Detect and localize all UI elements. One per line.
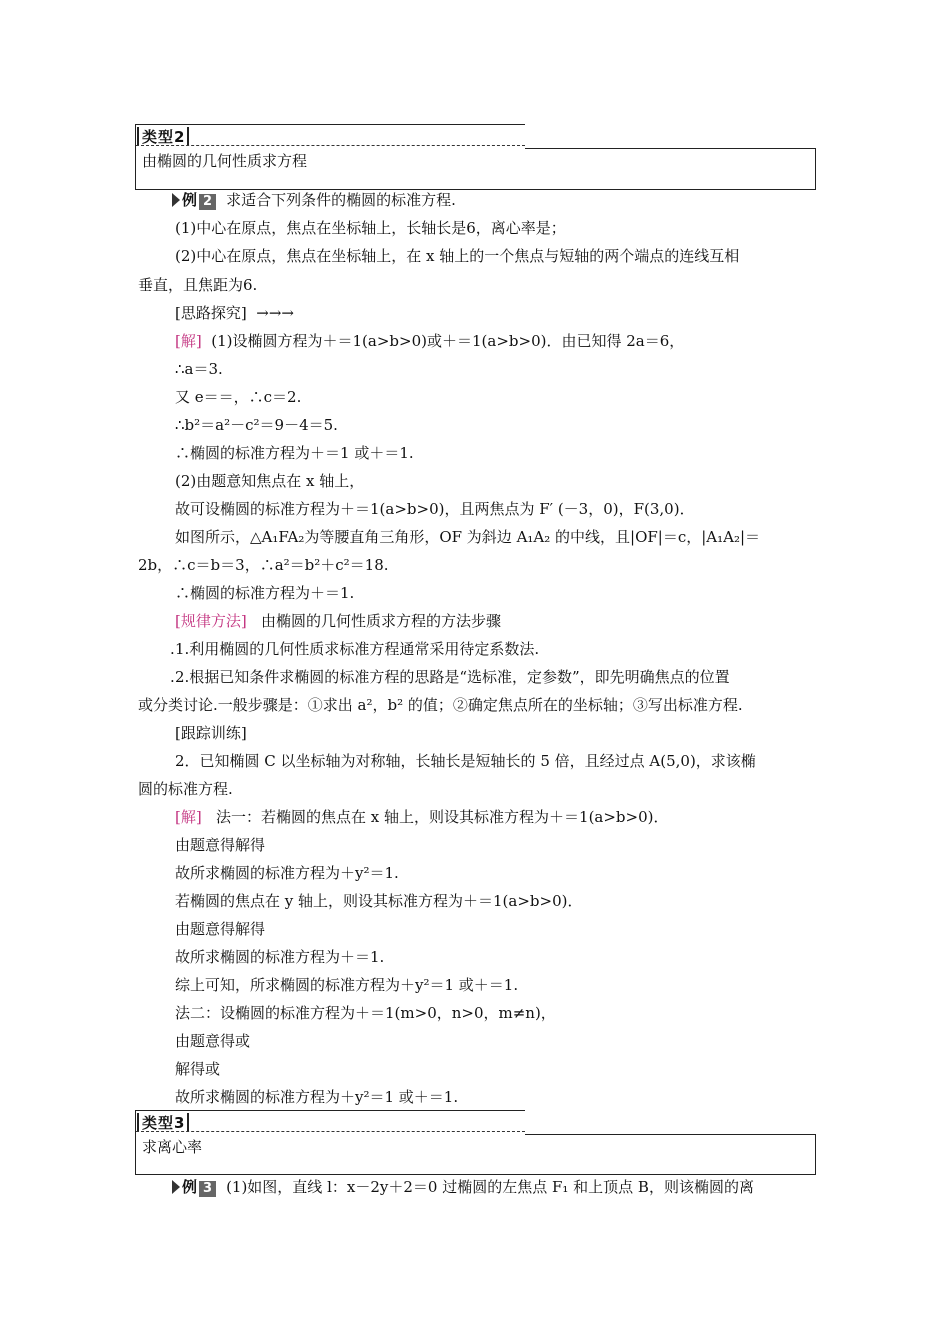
approach-arrows: →→→	[256, 304, 294, 322]
type3-header-rule	[525, 1110, 816, 1135]
bullet-dot: .	[170, 668, 175, 686]
exercise2-line-8: 法二：设椭圆的标准方程为＋＝1(m>0，n>0，m≠n)，	[175, 1004, 556, 1022]
solution-line-2: ∴a＝3.	[175, 360, 223, 378]
type3-box	[135, 1110, 816, 1175]
type2-box	[135, 124, 816, 190]
type2-header-rule	[525, 124, 816, 149]
exercise2-line-11: 故所求椭圆的标准方程为＋y²＝1 或＋＝1.	[175, 1088, 459, 1106]
triangle-icon	[172, 1180, 180, 1194]
type2-tag: 类型2	[142, 128, 186, 146]
bullet-dot: .	[170, 640, 175, 658]
triangle-icon	[172, 193, 180, 207]
example3-question: 例 3 (1)如图，直线 l：x－2y＋2＝0 过椭圆的左焦点 F₁ 和上顶点 B，则该椭圆的离	[172, 1177, 754, 1197]
method-step-2a: 2.根据已知条件求椭圆的标准方程的思路是“选标准，定参数”，即先明确焦点的位置	[175, 668, 730, 686]
approach-line	[175, 303, 294, 323]
solution-line-3: 又 e＝＝，∴c＝2.	[175, 388, 302, 406]
example2-question: 例 2 求适合下列条件的椭圆的标准方程.	[172, 190, 456, 210]
exercise2-question-b: 圆的标准方程.	[138, 780, 233, 798]
exercise2-line-7: 综上可知，所求椭圆的标准方程为＋y²＝1 或＋＝1.	[175, 976, 519, 994]
method-step-1: 1.利用椭圆的几何性质求标准方程通常采用待定系数法.	[175, 640, 540, 658]
method-title: 由椭圆的几何性质求方程的方法步骤	[261, 612, 502, 630]
type3-dash-rule	[136, 1131, 525, 1132]
type2-header	[136, 125, 815, 149]
method-line	[175, 611, 501, 631]
exercise2-question-a: 2．已知椭圆 C 以坐标轴为对称轴，长轴长是短轴长的 5 倍，且经过点 A(5,0)，求该椭	[175, 752, 756, 770]
exercise2-line-6: 故所求椭圆的标准方程为＋＝1.	[175, 948, 385, 966]
solution-line-1: [解] (1)设椭圆方程为＋＝1(a>b>0)或＋＝1(a>b>0)．由已知得 2a＝6，	[175, 332, 685, 350]
type3-title: 求离心率	[142, 1138, 203, 1156]
example2-q2b: 垂直，且焦距为6.	[138, 276, 258, 294]
example2-badge: 例 2	[172, 190, 216, 210]
solution-line-8b: 2b，∴c＝b＝3，∴a²＝b²＋c²＝18.	[138, 556, 389, 574]
approach-label: [思路探究]	[175, 304, 247, 322]
solution-line-4: ∴b²＝a²－c²＝9－4＝5.	[175, 416, 338, 434]
exercise2-line-9: 由题意得或	[175, 1032, 251, 1050]
example2-q1: (1)中心在原点，焦点在坐标轴上，长轴长是6，离心率是；	[175, 219, 566, 237]
method-step-2b: 或分类讨论.一般步骤是：①求出 a²，b² 的值；②确定焦点所在的坐标轴；③写出标准方程.	[138, 696, 743, 714]
solution-line-9: ∴椭圆的标准方程为＋＝1.	[175, 584, 355, 602]
solution-line-6: (2)由题意知焦点在 x 轴上，	[175, 472, 365, 490]
type3-header	[136, 1111, 815, 1135]
exercise2-line-1: [解] 法一：若椭圆的焦点在 x 轴上，则设其标准方程为＋＝1(a>b>0)．	[175, 808, 669, 826]
exercise2-line-3: 故所求椭圆的标准方程为＋y²＝1.	[175, 864, 399, 882]
exercise2-solution-label: [解]	[175, 808, 202, 826]
solution-line-5: ∴椭圆的标准方程为＋＝1 或＋＝1.	[175, 444, 414, 462]
solution-label: [解]	[175, 332, 202, 350]
type3-tag: 类型3	[142, 1114, 186, 1132]
track-label: [跟踪训练]	[175, 724, 247, 742]
type2-dash-rule	[136, 145, 525, 146]
type2-title: 由椭圆的几何性质求方程	[142, 152, 308, 170]
example2-q2a: (2)中心在原点，焦点在坐标轴上，在 x 轴上的一个焦点与短轴的两个端点的连线互相	[175, 247, 740, 265]
example3-badge: 例 3	[172, 1177, 216, 1197]
exercise2-line-4: 若椭圆的焦点在 y 轴上，则设其标准方程为＋＝1(a>b>0)．	[175, 892, 583, 910]
exercise2-line-5: 由题意得解得	[175, 920, 266, 938]
solution-line-8a: 如图所示，△A₁FA₂为等腰直角三角形，OF 为斜边 A₁A₂ 的中线，且|OF|＝c，|A₁A₂|＝	[175, 528, 761, 546]
exercise2-line-2: 由题意得解得	[175, 836, 266, 854]
method-label: [规律方法]	[175, 612, 247, 630]
exercise2-line-10: 解得或	[175, 1060, 221, 1078]
solution-line-7: 故可设椭圆的标准方程为＋＝1(a>b>0)，且两焦点为 F′ (－3，0)，F(3,0)．	[175, 500, 695, 518]
